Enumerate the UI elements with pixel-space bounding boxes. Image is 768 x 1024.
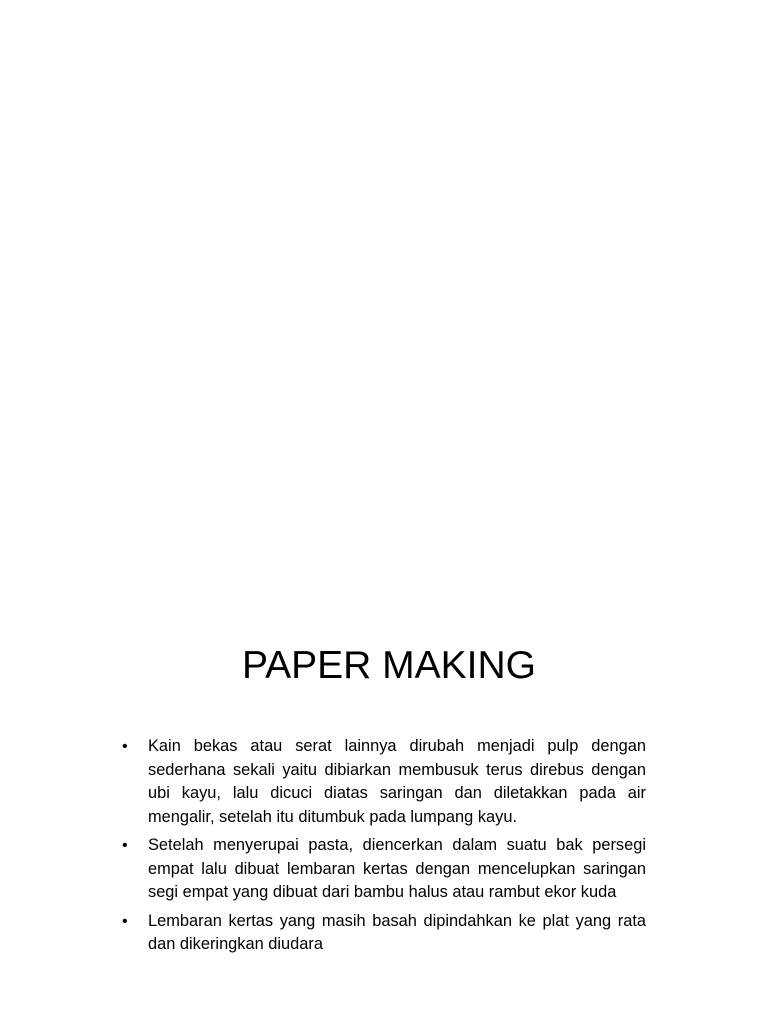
bullet-item — [122, 735, 646, 829]
bullet-text: Setelah menyerupai pasta, diencerkan dalam suatu bak persegi empat lalu dibuat lembaran kertas dengan mencelupkan saringan segi empat yang dibuat dari bambu halus atau rambut ekor kuda — [148, 836, 646, 901]
bullet-item — [122, 910, 646, 957]
bullet-marker: • — [122, 837, 128, 854]
bullet-item — [122, 834, 646, 905]
bullet-marker: • — [122, 738, 128, 755]
bullet-text: Kain bekas atau serat lainnya dirubah menjadi pulp dengan sederhana sekali yaitu dibiarkan membusuk terus direbus dengan ubi kayu, lalu dicuci diatas saringan dan diletakkan pada air mengalir, setelah itu ditumbuk pada lumpang kayu. — [148, 737, 646, 826]
bullet-marker: • — [122, 912, 128, 930]
bullet-list — [122, 735, 646, 962]
slide-title: PAPER MAKING — [241, 644, 536, 687]
bullet-text: Lembaran kertas yang masih basah dipindahkan ke plat yang rata dan dikeringkan diudara — [148, 911, 646, 953]
